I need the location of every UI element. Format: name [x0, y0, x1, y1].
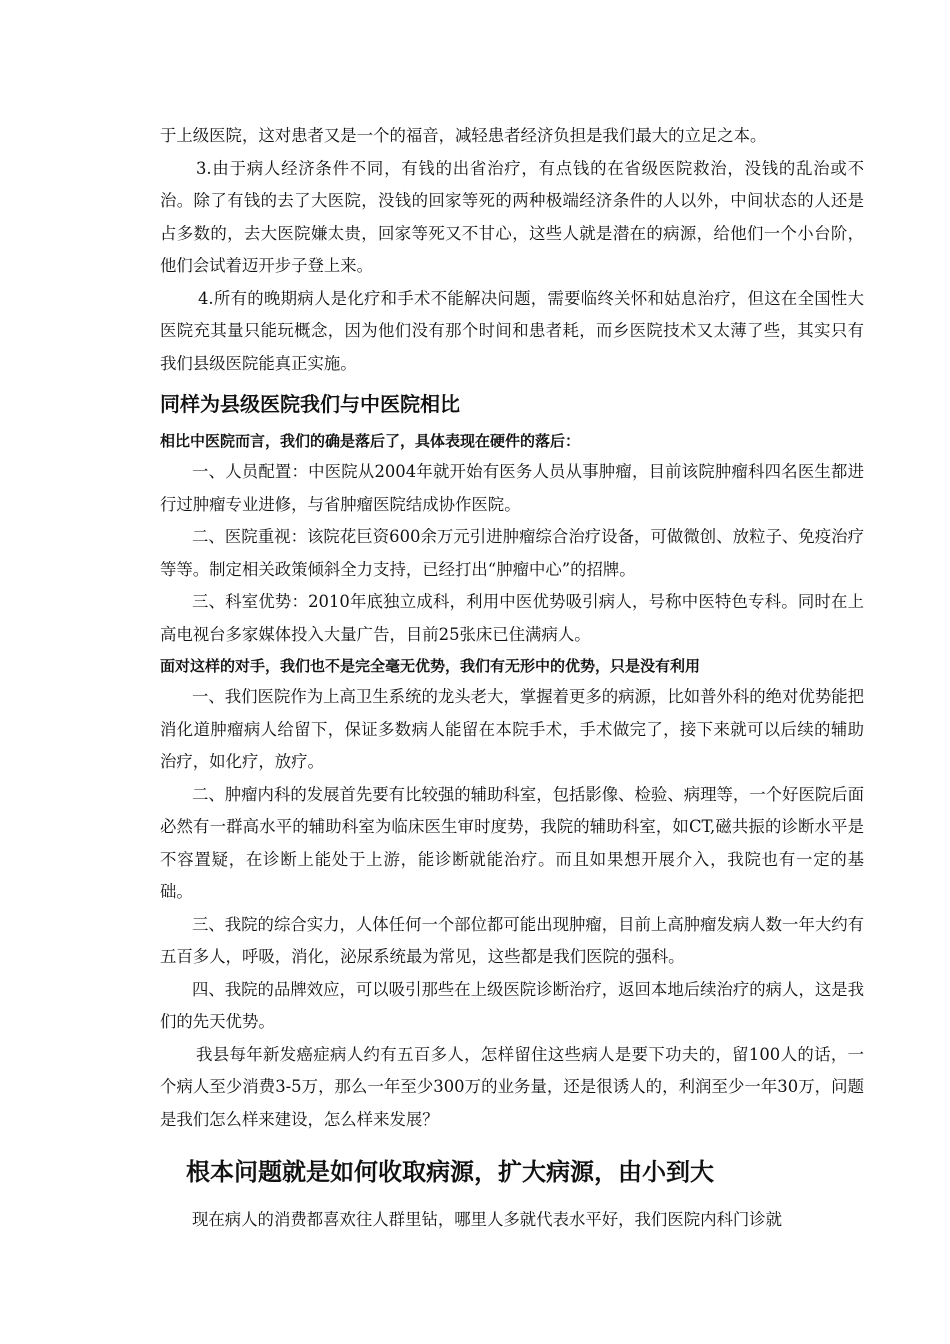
paragraph-summary: 我县每年新发癌症病人约有五百多人，怎样留住这些病人是要下功夫的，留100人的话，一个病人至少消费3-5万，那么一年至少300万的业务量，还是很诱人的，利润至少一年30万，问题是我们怎么样来建设，怎么样来发展？ — [160, 1044, 864, 1129]
section-heading-core-problem: 根本问题就是如何收取病源，扩大病源，由小到大 — [186, 1158, 714, 1186]
list-item-auxiliary-departments: 二、肿瘤内科的发展首先要有比较强的辅助科室，包括影像、检验、病理等，一个好医院后面必然有一群高水平的辅助科室为临床医生审时度势，我院的辅助科室，如CT,磁共振的诊断水平是不容置疑，在诊断上能处于上游，能诊断就能治疗。而且如果想开展介入，我院也有一定的基础。 — [160, 784, 865, 901]
subheading-hardware-gap: 相比中医院而言，我们的确是落后了，具体表现在硬件的落后： — [160, 432, 581, 450]
list-item-department-advantage: 三、科室优势：2010年底独立成科，利用中医优势吸引病人，号称中医特色专科。同时在上高电视台多家媒体投入大量广告，目前25张床已住满病人。 — [160, 592, 864, 644]
paragraph-point-3: 3.由于病人经济条件不同，有钱的出省治疗，有点钱的在省级医院救治，没钱的乱治或不治。除了有钱的去了大医院，没钱的回家等死的两种极端经济条件的人以外，中间状态的人还是占多数的，去大医院嫌太贵，回家等死又不甘心，这些人就是潜在的病源，给他们一个小台阶，他们会试着迈开步子登上来。 — [160, 158, 864, 275]
list-item-brand-effect: 四、我院的品牌效应，可以吸引那些在上级医院诊断治疗，返回本地后续治疗的病人，这是我们的先天优势。 — [160, 979, 865, 1031]
list-item-staffing: 一、人员配置：中医院从2004年就开始有医务人员从事肿瘤，目前该院肿瘤科四名医生都进行过肿瘤专业进修，与省肿瘤医院结成协作医院。 — [160, 462, 864, 514]
paragraph-point-4: 4.所有的晚期病人是化疗和手术不能解决问题，需要临终关怀和姑息治疗，但这在全国性大医院充其量只能玩概念，因为他们没有那个时间和患者耗，而乡医院技术又太薄了些，其实只有我们县级医院能真正实施。 — [160, 288, 864, 373]
paragraph-continuation: 于上级医院，这对患者又是一个的福音，减轻患者经济负担是我们最大的立足之本。 — [160, 126, 767, 145]
document-page — [160, 120, 864, 1237]
paragraph-closing: 现在病人的消费都喜欢往人群里钻，哪里人多就代表水平好，我们医院内科门诊就 — [192, 1210, 783, 1229]
list-item-overall-strength: 三、我院的综合实力，人体任何一个部位都可能出现肿瘤，目前上高肿瘤发病人数一年大约有五百多人，呼吸，消化，泌尿系统最为常见，这些都是我们医院的强科。 — [160, 914, 865, 966]
section-heading-comparison: 同样为县级医院我们与中医院相比 — [160, 392, 460, 416]
list-item-patient-source: 一、我们医院作为上高卫生系统的龙头老大，掌握着更多的病源，比如普外科的绝对优势能把消化道肿瘤病人给留下，保证多数病人能留在本院手术，手术做完了，接下来就可以后续的辅助治疗，如化疗，放疗。 — [160, 687, 865, 771]
subheading-our-advantages: 面对这样的对手，我们也不是完全毫无优势，我们有无形中的优势，只是没有利用 — [160, 657, 701, 675]
list-item-hospital-support: 二、医院重视：该院花巨资600余万元引进肿瘤综合治疗设备，可做微创、放粒子、免疫治疗等等。制定相关政策倾斜全力支持，已经打出“肿瘤中心”的招牌。 — [160, 527, 864, 579]
